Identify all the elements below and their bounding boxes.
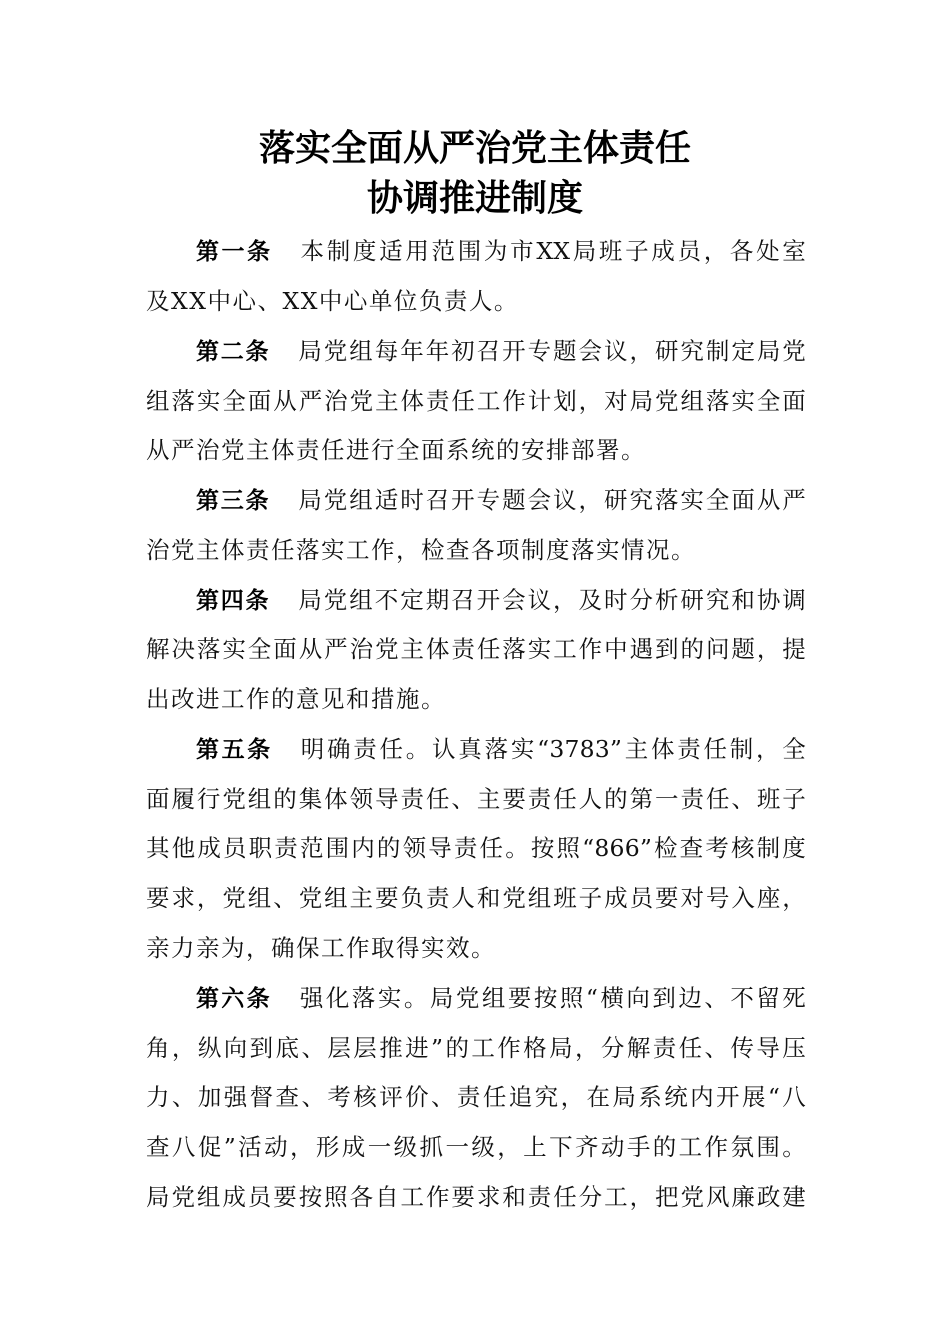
article-5-line-5: 亲力亲为，确保工作取得实效。	[146, 934, 496, 962]
article-3-line-1	[196, 485, 806, 515]
article-2-line-1	[196, 336, 806, 366]
article-3-line-2: 治党主体责任落实工作，检查各项制度落实情况。	[146, 536, 696, 564]
article-4-line-1	[196, 585, 806, 615]
article-text: 局党组每年年初召开专题会议，研究制定局党	[298, 337, 807, 365]
document-title-line-2: 协调推进制度	[366, 177, 583, 219]
article-text: 本制度适用范围为市XX局班子成员，各处室	[300, 237, 807, 265]
article-label: 第三条	[196, 488, 271, 514]
article-4-line-2: 解决落实全面从严治党主体责任落实工作中遇到的问题，提	[146, 635, 806, 663]
article-6-line-3: 力、加强督查、考核评价、责任追究，在局系统内开展“八	[146, 1083, 806, 1111]
article-text: 明确责任。认真落实“3783”主体责任制，全	[300, 735, 807, 763]
article-2-line-2: 组落实全面从严治党主体责任工作计划，对局党组落实全面	[146, 387, 806, 415]
article-5-line-3: 其他成员职责范围内的领导责任。按照“866”检查考核制度	[146, 834, 806, 862]
article-label: 第五条	[196, 737, 273, 763]
article-1-line-2: 及XX中心、XX中心单位负责人。	[146, 287, 519, 315]
document-title-line-1: 落实全面从严治党主体责任	[258, 127, 691, 169]
article-label: 第一条	[196, 239, 273, 265]
article-5-line-1	[196, 734, 806, 764]
article-text: 局党组适时召开专题会议，研究落实全面从严	[298, 486, 807, 514]
article-4-line-3: 出改进工作的意见和措施。	[146, 685, 446, 713]
article-label: 第四条	[196, 588, 271, 614]
article-6-line-1	[196, 983, 806, 1013]
article-5-line-2: 面履行党组的集体领导责任、主要责任人的第一责任、班子	[146, 785, 806, 813]
article-text: 强化落实。局党组要按照“横向到边、不留死	[299, 984, 807, 1012]
article-text: 局党组不定期召开会议，及时分析研究和协调	[298, 586, 807, 614]
article-1-line-1	[196, 236, 806, 266]
article-2-line-3: 从严治党主体责任进行全面系统的安排部署。	[146, 436, 646, 464]
article-label: 第二条	[196, 339, 271, 365]
article-5-line-4: 要求，党组、党组主要负责人和党组班子成员要对号入座，	[146, 884, 806, 912]
article-6-line-5: 局党组成员要按照各自工作要求和责任分工，把党风廉政建	[146, 1183, 806, 1211]
article-6-line-2: 角，纵向到底、层层推进”的工作格局，分解责任、传导压	[146, 1034, 806, 1062]
article-label: 第六条	[196, 986, 272, 1012]
article-6-line-4: 查八促”活动，形成一级抓一级，上下齐动手的工作氛围。	[146, 1133, 806, 1161]
